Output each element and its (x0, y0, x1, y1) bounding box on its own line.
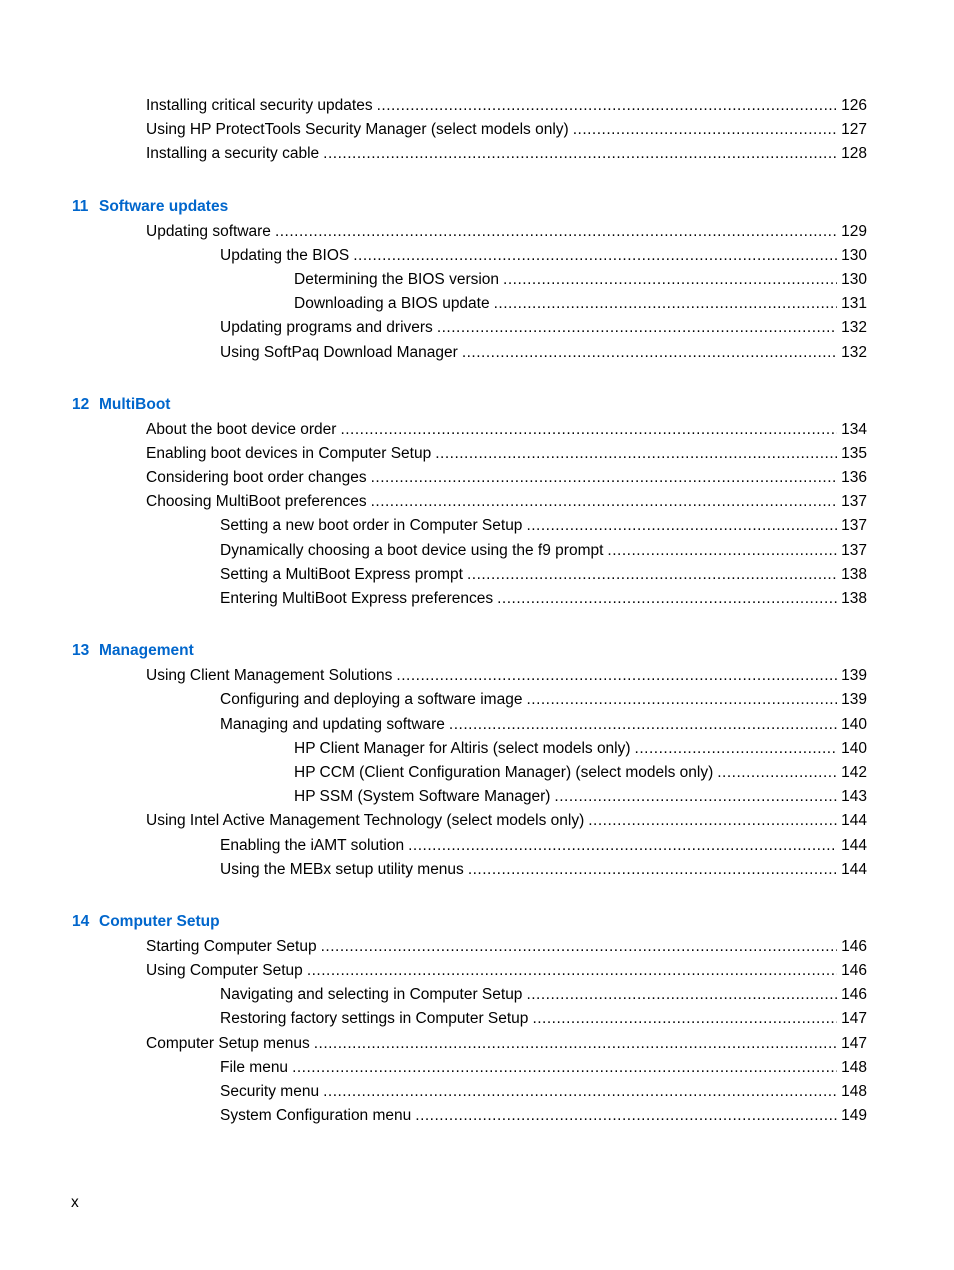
toc-entry[interactable] (0, 268, 954, 292)
dot-leader (497, 587, 837, 611)
dot-leader (468, 858, 837, 882)
toc-entry[interactable] (0, 244, 954, 268)
dot-leader (396, 664, 837, 688)
toc-entry-page: 132 (841, 319, 867, 337)
dot-leader (371, 466, 838, 490)
toc-entry[interactable] (0, 418, 954, 442)
toc-entry[interactable] (0, 959, 954, 983)
dot-leader (467, 563, 837, 587)
toc-entry[interactable] (0, 220, 954, 244)
dot-leader (307, 959, 837, 983)
toc-entry-title: Using Intel Active Management Technology (select models only) (146, 812, 585, 830)
toc-entry-title: Dynamically choosing a boot device using the f9 prompt (220, 541, 604, 559)
chapter-number: 13 (72, 642, 90, 660)
toc-entry[interactable] (0, 94, 954, 118)
dot-leader (292, 1056, 837, 1080)
toc-entry-page: 137 (841, 517, 867, 535)
toc-entry-page: 143 (841, 788, 867, 806)
toc-entry-page: 130 (841, 246, 867, 264)
toc-entry[interactable] (0, 785, 954, 809)
toc-entry[interactable] (0, 1056, 954, 1080)
toc-entry-page: 149 (841, 1107, 867, 1125)
toc-entry[interactable] (0, 142, 954, 166)
toc-entry[interactable] (0, 983, 954, 1007)
toc-entry-title: Installing critical security updates (146, 97, 373, 114)
dot-leader (449, 713, 837, 737)
toc-entry-page: 134 (841, 420, 867, 438)
toc-entry[interactable] (0, 118, 954, 142)
toc-entry[interactable] (0, 316, 954, 340)
toc-entry[interactable] (0, 539, 954, 563)
toc-entry-page: 136 (841, 469, 867, 487)
toc-entry-title: Using HP ProtectTools Security Manager (select models only) (146, 121, 569, 139)
dot-leader (415, 1104, 837, 1128)
toc-entry-title: Updating software (146, 222, 271, 240)
toc-entry-page: 146 (841, 937, 867, 955)
chapter-title: Management (99, 642, 194, 660)
toc-entry[interactable] (0, 858, 954, 882)
toc-entry-title: Navigating and selecting in Computer Setup (220, 986, 523, 1004)
toc-entry-title: File menu (220, 1058, 289, 1076)
toc-entry-page: 148 (841, 1058, 867, 1076)
toc-entry-title: Determining the BIOS version (294, 270, 500, 288)
toc-entry[interactable] (0, 1032, 954, 1056)
toc-entry-title: About the boot device order (146, 420, 337, 438)
toc-entry-title: Using SoftPaq Download Manager (220, 343, 458, 361)
chapter-heading[interactable] (0, 392, 954, 418)
dot-leader (526, 688, 837, 712)
toc-entry-page: 147 (841, 1034, 867, 1052)
chapter-title: Computer Setup (99, 912, 220, 930)
toc-entry[interactable] (0, 688, 954, 712)
toc-entry[interactable] (0, 490, 954, 514)
toc-entry-title: HP SSM (System Software Manager) (294, 788, 551, 806)
dot-leader (532, 1007, 837, 1031)
dot-leader (437, 316, 837, 340)
toc-entry-page: 131 (841, 295, 867, 313)
toc-entry-title: Setting a new boot order in Computer Setup (220, 517, 523, 535)
toc-entry-title: Enabling the iAMT solution (220, 836, 405, 854)
toc-entry-page: 144 (841, 812, 867, 830)
toc-entry-page: 146 (841, 962, 867, 980)
toc-entry[interactable] (0, 834, 954, 858)
chapter-heading[interactable] (0, 909, 954, 935)
toc-entry-title: Considering boot order changes (146, 469, 367, 487)
table-of-contents (0, 94, 954, 1128)
toc-entry-page: 126 (841, 97, 867, 114)
dot-leader (635, 737, 838, 761)
toc-entry-page: 137 (841, 541, 867, 559)
toc-entry-title: Using Client Management Solutions (146, 667, 393, 685)
toc-entry-page: 129 (841, 222, 867, 240)
toc-entry[interactable] (0, 587, 954, 611)
toc-entry-title: Computer Setup menus (146, 1034, 310, 1052)
toc-entry-title: Choosing MultiBoot preferences (146, 493, 367, 511)
toc-entry-title: Updating programs and drivers (220, 319, 433, 337)
toc-entry[interactable] (0, 292, 954, 316)
page-number: x (71, 1194, 79, 1211)
toc-entry-page: 127 (841, 121, 867, 139)
dot-leader (323, 142, 837, 166)
dot-leader (526, 514, 837, 538)
toc-entry-title: Security menu (220, 1083, 320, 1100)
toc-entry-title: Using Computer Setup (146, 962, 303, 980)
toc-entry-page: 140 (841, 739, 867, 757)
toc-entry-page: 132 (841, 343, 867, 361)
toc-entry-page: 135 (841, 444, 867, 462)
toc-entry-title: Starting Computer Setup (146, 937, 317, 955)
chapter-heading[interactable] (0, 638, 954, 664)
toc-entry[interactable] (0, 442, 954, 466)
dot-leader (323, 1080, 837, 1104)
toc-entry-title: HP CCM (Client Configuration Manager) (select models only) (294, 763, 714, 781)
dot-leader (377, 94, 838, 118)
toc-entry-page: 142 (841, 763, 867, 781)
dot-leader (526, 983, 837, 1007)
toc-entry-page: 130 (841, 270, 867, 288)
toc-entry-title: Restoring factory settings in Computer Setup (220, 1010, 529, 1028)
toc-entry[interactable] (0, 1007, 954, 1031)
dot-leader (462, 341, 837, 365)
dot-leader (503, 268, 837, 292)
toc-entry[interactable] (0, 1104, 954, 1128)
dot-leader (314, 1032, 837, 1056)
toc-entry-page: 144 (841, 836, 867, 854)
toc-entry[interactable] (0, 713, 954, 737)
chapter-number: 14 (72, 912, 90, 930)
dot-leader (321, 935, 838, 959)
toc-entry[interactable] (0, 341, 954, 365)
dot-leader (371, 490, 838, 514)
toc-entry-title: Updating the BIOS (220, 246, 350, 264)
dot-leader (435, 442, 837, 466)
toc-entry-page: 128 (841, 145, 867, 163)
toc-entry[interactable] (0, 761, 954, 785)
chapter-title: Software updates (99, 197, 229, 215)
toc-entry-page: 139 (841, 667, 867, 685)
toc-entry[interactable] (0, 664, 954, 688)
chapter-title: MultiBoot (99, 395, 171, 413)
toc-entry-page: 137 (841, 493, 867, 511)
toc-entry-title: HP Client Manager for Altiris (select models only) (294, 739, 631, 757)
toc-entry[interactable] (0, 1080, 954, 1104)
toc-entry-title: Managing and updating software (220, 715, 445, 733)
toc-entry-page: 138 (841, 565, 867, 583)
toc-entry-page: 139 (841, 691, 867, 709)
dot-leader (554, 785, 837, 809)
dot-leader (573, 118, 837, 142)
toc-entry-page: 138 (841, 590, 867, 607)
toc-entry-page: 148 (841, 1083, 867, 1100)
toc-entry-title: Installing a security cable (146, 145, 320, 163)
chapter-number: 11 (72, 197, 89, 215)
toc-entry[interactable] (0, 935, 954, 959)
toc-entry-page: 140 (841, 715, 867, 733)
toc-entry-page: 144 (841, 860, 867, 878)
dot-leader (588, 809, 837, 833)
dot-leader (408, 834, 837, 858)
toc-entry-title: Using the MEBx setup utility menus (220, 860, 464, 878)
toc-entry-page: 146 (841, 986, 867, 1004)
toc-entry-title: Enabling boot devices in Computer Setup (146, 444, 432, 462)
dot-leader (607, 539, 837, 563)
dot-leader (717, 761, 837, 785)
chapter-heading[interactable] (0, 194, 954, 220)
dot-leader (494, 292, 838, 316)
toc-entry[interactable] (0, 563, 954, 587)
chapter-number: 12 (72, 395, 90, 413)
toc-entry[interactable] (0, 737, 954, 761)
toc-entry-title: Downloading a BIOS update (294, 295, 490, 313)
toc-entry-page: 147 (841, 1010, 867, 1028)
toc-entry[interactable] (0, 466, 954, 490)
dot-leader (353, 244, 837, 268)
dot-leader (275, 220, 837, 244)
toc-entry-title: Configuring and deploying a software image (220, 691, 523, 709)
dot-leader (340, 418, 837, 442)
toc-entry-title: System Configuration menu (220, 1107, 412, 1125)
toc-entry-title: Setting a MultiBoot Express prompt (220, 565, 463, 583)
toc-entry[interactable] (0, 809, 954, 833)
toc-entry-title: Entering MultiBoot Express preferences (220, 590, 494, 607)
toc-entry[interactable] (0, 514, 954, 538)
